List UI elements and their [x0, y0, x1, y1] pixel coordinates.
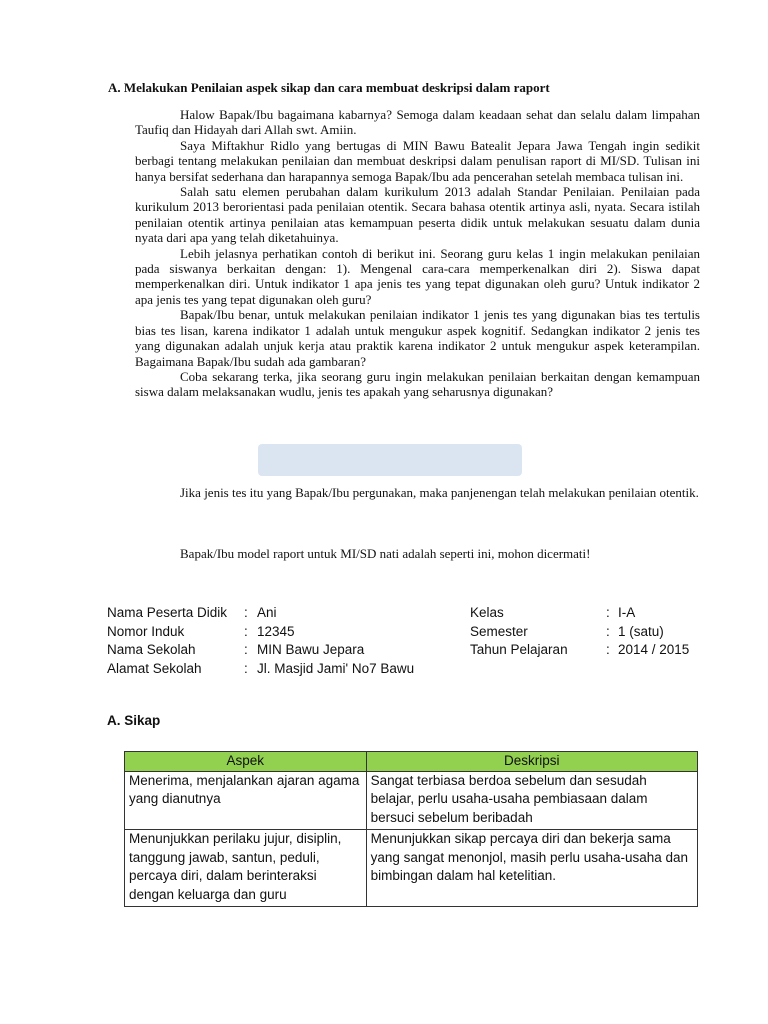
section-heading: A. Melakukan Penilaian aspek sikap dan cara membuat deskripsi dalam raport — [108, 80, 550, 95]
info-row — [107, 604, 447, 623]
model-intro: Bapak/Ibu model raport untuk MI/SD nati adalah seperti ini, mohon dicermati! — [180, 546, 591, 561]
info-label: Semester — [470, 623, 528, 639]
info-colon: : — [606, 623, 610, 639]
info-label: Nomor Induk — [107, 623, 185, 639]
column-header-deskripsi: Deskripsi — [366, 752, 697, 772]
info-label: Nama Peserta Didik — [107, 605, 228, 620]
deskripsi-cell: Sangat terbiasa berdoa sebelum dan sesudah belajar, perlu usaha-usaha pembiasaan dalam bersuci sebelum beribadah — [366, 771, 697, 830]
paragraph: Jika jenis tes itu yang Bapak/Ibu pergunakan, maka panjenengan telah melakukan penilaian otentik. — [180, 485, 699, 500]
aspek-cell: Menunjukkan perilaku jujur, disiplin, tanggung jawab, santun, peduli, percaya diri, dalam berinteraksi dengan keluarga dan guru — [125, 830, 367, 907]
answer-box — [258, 444, 522, 476]
info-value: I-A — [618, 605, 636, 620]
info-row — [470, 641, 730, 660]
info-value: Jl. Masjid Jami' No7 Bawu — [257, 660, 415, 676]
column-header-aspek: Aspek — [125, 752, 367, 772]
info-value: 12345 — [257, 623, 295, 639]
aspek-cell: Menerima, menjalankan ajaran agama yang dianutnya — [125, 771, 367, 830]
info-colon: : — [244, 605, 248, 620]
deskripsi-cell: Menunjukkan sikap percaya diri dan bekerja sama yang sangat menonjol, masih perlu usaha-usaha dan bimbingan dalam hal ketelitian. — [366, 830, 697, 907]
paragraph: Halow Bapak/Ibu bagaimana kabarnya? Semoga dalam keadaan sehat dan selalu dalam limpahan Taufiq dan Hidayah dari Allah swt. Amiin. — [135, 107, 700, 138]
sikap-heading: A. Sikap — [107, 713, 161, 728]
info-label: Kelas — [470, 605, 504, 620]
info-row — [107, 641, 447, 660]
info-value: Ani — [257, 605, 277, 620]
info-colon: : — [244, 660, 248, 676]
info-colon: : — [244, 642, 248, 657]
table-header-row — [125, 752, 698, 772]
info-row — [470, 604, 730, 623]
student-info-right — [470, 604, 730, 660]
info-value: 1 (satu) — [618, 623, 664, 639]
paragraph: Lebih jelasnya perhatikan contoh di berikut ini. Seorang guru kelas 1 ingin melakukan penilaian pada siswanya berkaitan dengan: 1). Mengenal cara-cara memperkenalkan diri 2). Siswa dapat memperkenalkan diri. Untuk indikator 1 apa jenis tes yang tepat digunakan oleh guru? Untuk indikator 2 apa jenis tes yang tepat digunakan oleh guru? — [135, 245, 700, 307]
paragraph: Salah satu elemen perubahan dalam kurikulum 2013 adalah Standar Penilaian. Penilaian pada kurikulum 2013 berorientasi pada penilaian otentik. Secara bahasa otentik artinya asli, nyata. Secara istilah penilaian otentik artinya penilaian atas kemampuan peserta didik untuk melakukan sesuatu dalam dunia nyata dari apa yang telah diketahuinya. — [135, 184, 700, 246]
table-row — [125, 771, 698, 830]
info-label: Alamat Sekolah — [107, 660, 202, 676]
after-box-text — [135, 485, 700, 500]
info-label: Tahun Pelajaran — [470, 642, 568, 657]
paragraph: Coba sekarang terka, jika seorang guru ingin melakukan penilaian berkaitan dengan kemampuan siswa dalam melaksanakan wudlu, jenis tes apakah yang seharusnya digunakan? — [135, 368, 700, 400]
paragraph: Bapak/Ibu benar, untuk melakukan penilaian indikator 1 jenis tes yang digunakan bias tes tertulis bias tes lisan, karena indikator 1 adalah untuk mengukur aspek kognitif. Sedangkan indikator 2 jenis tes yang digunakan adalah unjuk kerja atau praktik karena indikator 2 untuk mengukur aspek keterampilan. Bagaimana Bapak/Ibu sudah ada gambaran? — [135, 307, 700, 369]
info-row — [470, 623, 730, 642]
info-colon: : — [244, 623, 248, 639]
table-row — [125, 830, 698, 907]
info-row — [107, 660, 447, 679]
student-info-left — [107, 604, 447, 678]
intro-body — [135, 107, 700, 400]
paragraph: Saya Miftakhur Ridlo yang bertugas di MIN Bawu Batealit Jepara Jawa Tengah ingin sedikit berbagi tentang melakukan penilaian dan membuat deskripsi dalam penulisan raport di MI/SD. Tulisan ini hanya bersifat sederhana dan harapannya semoga Bapak/Ibu ada pencerahan setelah membaca tulisan ini. — [135, 137, 700, 184]
info-label: Nama Sekolah — [107, 642, 196, 657]
info-row — [107, 623, 447, 642]
sikap-table — [124, 751, 698, 907]
info-value: 2014 / 2015 — [618, 642, 690, 657]
info-colon: : — [606, 642, 610, 657]
info-colon: : — [606, 605, 610, 620]
info-value: MIN Bawu Jepara — [257, 642, 365, 657]
